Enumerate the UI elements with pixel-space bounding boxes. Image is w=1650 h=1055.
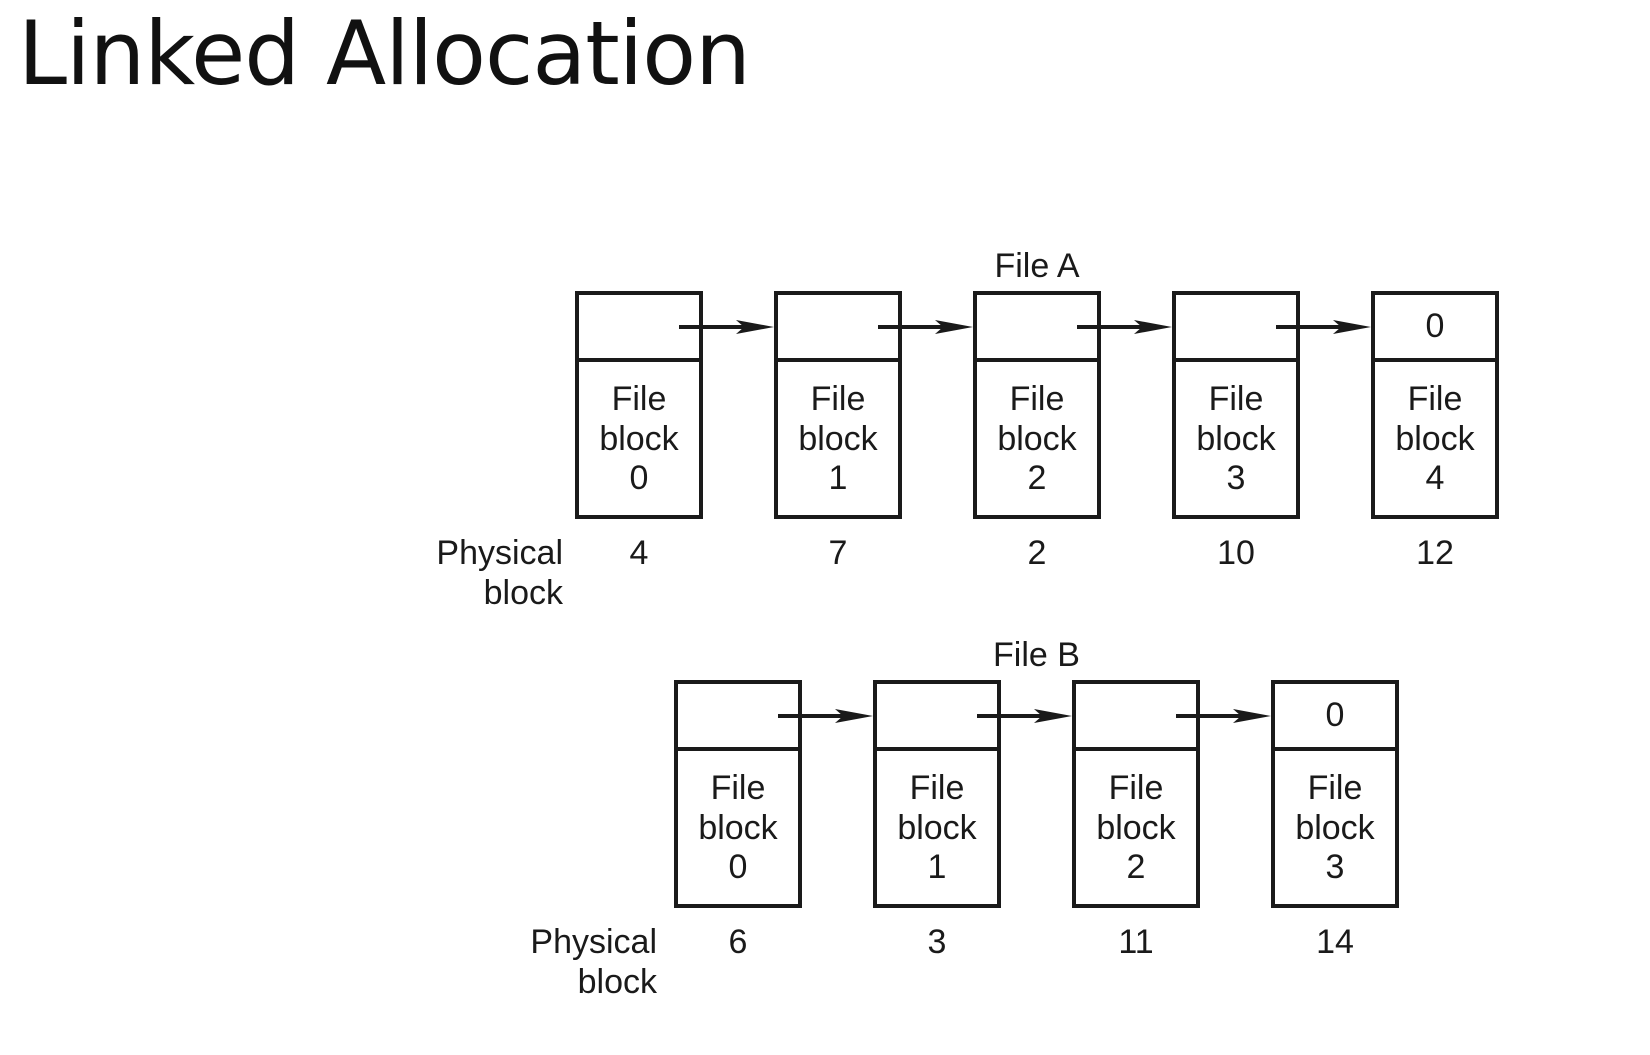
physical-block-number: 4 (629, 534, 649, 572)
file-block-number: 0 (728, 848, 748, 886)
file-block-word: File (909, 769, 965, 807)
file-block-number: 1 (828, 459, 848, 497)
file-block-word: block (599, 420, 679, 458)
file-block-word: block (1196, 420, 1276, 458)
file-block-word: File (1407, 380, 1463, 418)
file-block-number: 3 (1226, 459, 1246, 497)
file-block-word: block (798, 420, 878, 458)
file-block-word: File (1208, 380, 1264, 418)
slide-title: Linked Allocation (18, 2, 750, 105)
physical-block-number: 12 (1416, 534, 1454, 572)
file-block-word: File (1307, 769, 1363, 807)
file-name-label: File B (993, 636, 1080, 674)
physical-block-number: 3 (927, 923, 947, 961)
physical-block-number: 14 (1316, 923, 1354, 961)
physical-block-label: block (577, 963, 657, 1001)
physical-block-number: 7 (828, 534, 848, 572)
physical-block-number: 10 (1217, 534, 1255, 572)
file-block-number: 1 (927, 848, 947, 886)
file-block-number: 2 (1126, 848, 1146, 886)
physical-block-number: 11 (1118, 923, 1154, 961)
file-block-word: File (611, 380, 667, 418)
file-block-number: 2 (1027, 459, 1047, 497)
physical-block-label: block (483, 574, 563, 612)
file-block-word: File (810, 380, 866, 418)
end-of-file-marker: 0 (1425, 307, 1445, 345)
file-block-word: block (997, 420, 1077, 458)
file-block-word: File (1108, 769, 1164, 807)
file-block-word: block (1096, 809, 1176, 847)
physical-block-label: Physical (436, 534, 563, 572)
file-block-word: block (698, 809, 778, 847)
file-block-number: 0 (629, 459, 649, 497)
file-name-label: File A (994, 247, 1080, 285)
physical-block-number: 2 (1027, 534, 1047, 572)
file-block-word: block (897, 809, 977, 847)
file-block-word: block (1395, 420, 1475, 458)
file-block-word: block (1295, 809, 1375, 847)
physical-block-number: 6 (728, 923, 748, 961)
file-block-word: File (710, 769, 766, 807)
file-block-number: 3 (1325, 848, 1345, 886)
end-of-file-marker: 0 (1325, 696, 1345, 734)
file-block-number: 4 (1425, 459, 1445, 497)
file-block-word: File (1009, 380, 1065, 418)
physical-block-label: Physical (530, 923, 657, 961)
